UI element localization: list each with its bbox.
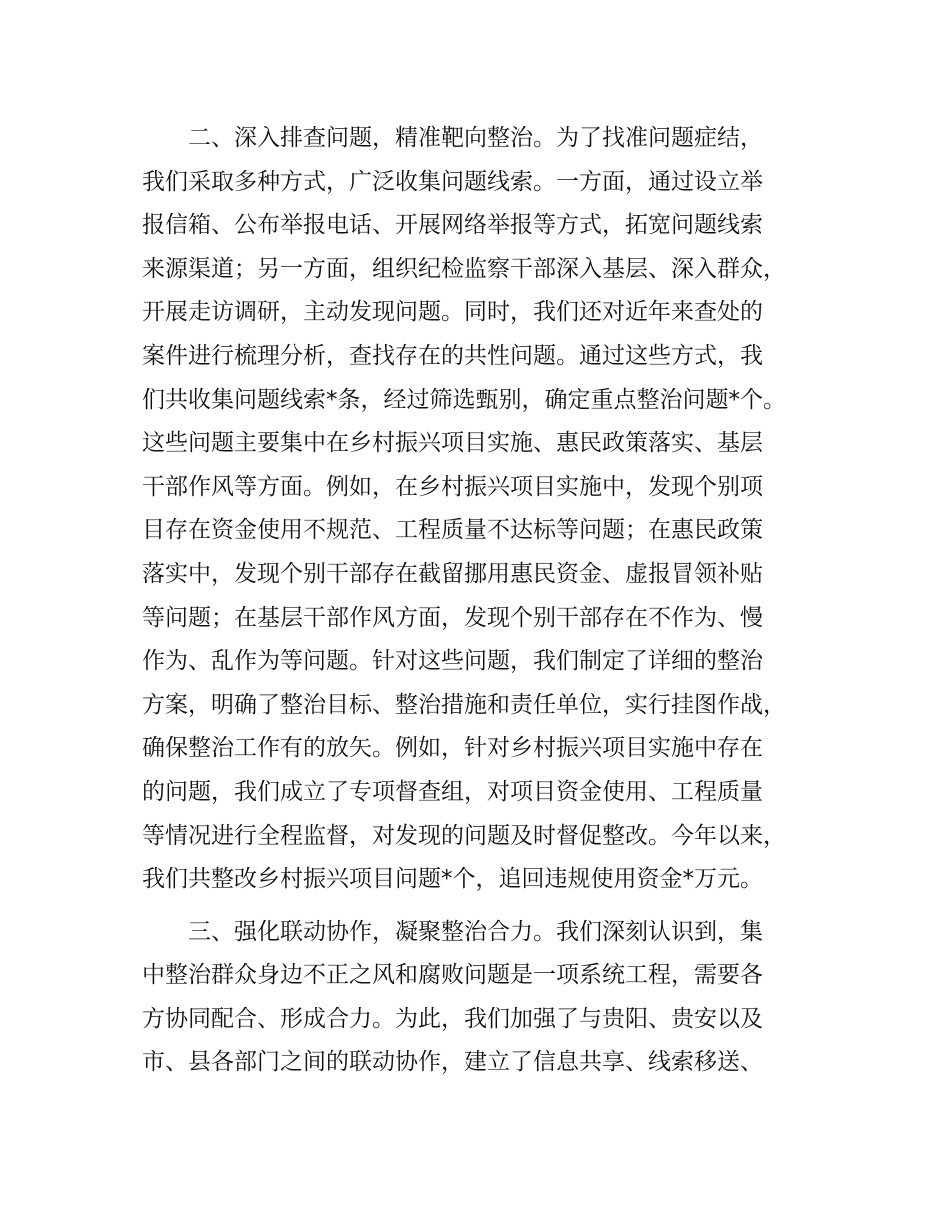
text-line: 这些问题主要集中在乡村振兴项目实施、惠民政策落实、基层 <box>142 430 763 457</box>
text-line: 方协同配合、形成合力。为此，我们加强了与贵阳、贵安以及 <box>142 1005 763 1032</box>
text-line: 确保整治工作有的放矢。例如，针对乡村振兴项目实施中存在 <box>142 735 763 762</box>
text-line: 来源渠道；另一方面，组织纪检监察干部深入基层、深入群众， <box>142 255 786 282</box>
document-body <box>142 117 834 1085</box>
text-line: 开展走访调研，主动发现问题。同时，我们还对近年来查处的 <box>142 299 763 326</box>
text-line: 市、县各部门之间的联动协作，建立了信息共享、线索移送、 <box>142 1049 763 1076</box>
text-line: 落实中，发现个别干部存在截留挪用惠民资金、虚报冒领补贴 <box>142 560 763 587</box>
text-line: 报信箱、公布举报电话、开展网络举报等方式，拓宽问题线索 <box>142 212 763 239</box>
paragraph-spacer <box>142 902 834 911</box>
text-line: 们共收集问题线索*条，经过筛选甄别，确定重点整治问题*个。 <box>142 386 786 413</box>
text-line: 等问题；在基层干部作风方面，发现个别干部存在不作为、慢 <box>142 604 763 631</box>
text-line: 案件进行梳理分析，查找存在的共性问题。通过这些方式，我 <box>142 342 763 369</box>
paragraph-section-2 <box>142 117 834 902</box>
paragraph-section-3 <box>142 911 834 1085</box>
text-line: 方案，明确了整治目标、整治措施和责任单位，实行挂图作战， <box>142 691 786 718</box>
text-line: 的问题，我们成立了专项督查组，对项目资金使用、工程质量 <box>142 778 763 805</box>
text-line: 三、强化联动协作，凝聚整治合力。我们深刻认识到，集 <box>188 918 763 945</box>
text-line: 二、深入排查问题，精准靶向整治。为了找准问题症结， <box>188 125 763 151</box>
text-line: 作为、乱作为等问题。针对这些问题，我们制定了详细的整治 <box>142 648 763 675</box>
text-line: 干部作风等方面。例如，在乡村振兴项目实施中，发现个别项 <box>142 473 763 500</box>
text-line: 等情况进行全程监督，对发现的问题及时督促整改。今年以来， <box>142 822 786 849</box>
text-line: 我们采取多种方式，广泛收集问题线索。一方面，通过设立举 <box>142 168 763 195</box>
text-line: 我们共整改乡村振兴项目问题*个，追回违规使用资金*万元。 <box>142 866 763 893</box>
text-line: 目存在资金使用不规范、工程质量不达标等问题；在惠民政策 <box>142 517 763 544</box>
text-line: 中整治群众身边不正之风和腐败问题是一项系统工程，需要各 <box>142 962 763 989</box>
